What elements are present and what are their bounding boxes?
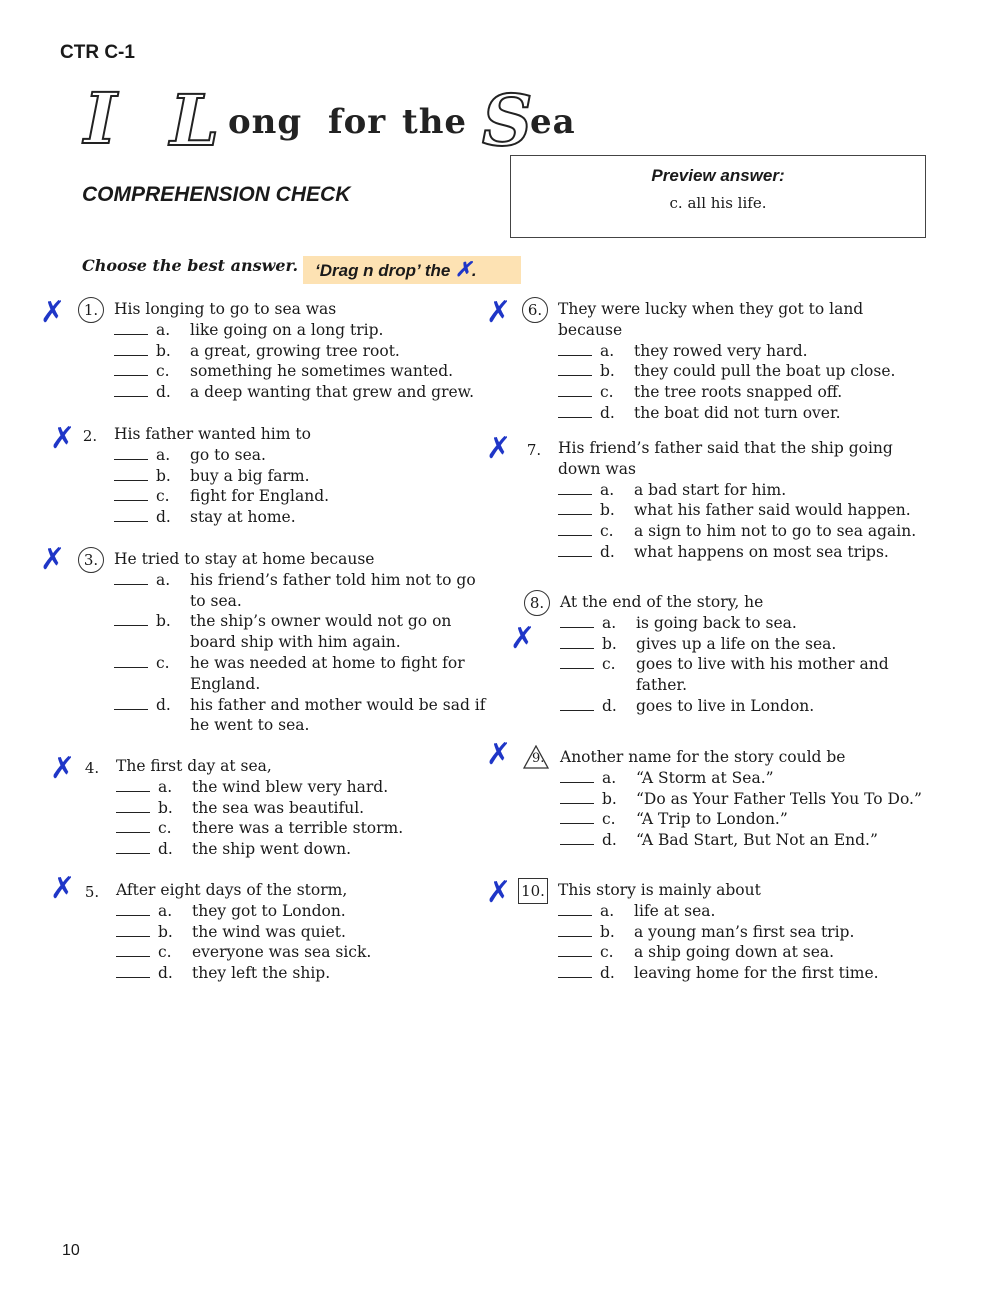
- option-letter: c.: [602, 810, 616, 829]
- answer-option[interactable]: [114, 611, 486, 653]
- option-text: like going on a long trip.: [190, 320, 384, 339]
- preview-answer-box: [510, 155, 926, 238]
- answer-blank[interactable]: [560, 648, 594, 649]
- option-text: the wind was quiet.: [192, 922, 346, 941]
- question-stem: Another name for the story could be: [560, 748, 846, 766]
- option-letter: b.: [158, 922, 173, 941]
- answer-blank[interactable]: [116, 791, 150, 792]
- option-text: leaving home for the first time.: [634, 964, 879, 983]
- answer-option[interactable]: [114, 486, 486, 507]
- option-letter: b.: [156, 341, 171, 360]
- option-letter: d.: [600, 542, 615, 561]
- option-text: the sea was beautiful.: [192, 798, 365, 817]
- answer-blank[interactable]: [558, 396, 592, 397]
- option-text: everyone was sea sick.: [192, 943, 372, 962]
- title-word: ea: [530, 102, 576, 142]
- option-text: a young man’s first sea trip.: [634, 922, 855, 941]
- question-number: 6.: [522, 297, 548, 323]
- x-mark-icon[interactable]: ✗: [50, 421, 76, 456]
- question: [84, 880, 488, 984]
- answer-blank[interactable]: [114, 375, 148, 376]
- answer-option[interactable]: [114, 382, 486, 403]
- answer-option[interactable]: [558, 382, 932, 403]
- option-letter: d.: [600, 403, 615, 422]
- question-stem: The first day at sea,: [116, 757, 272, 775]
- option-letter: a.: [600, 341, 615, 360]
- title-word: for: [328, 102, 387, 142]
- answer-blank[interactable]: [558, 956, 592, 957]
- answer-blank[interactable]: [558, 494, 592, 495]
- answer-blank[interactable]: [114, 396, 148, 397]
- x-mark-icon[interactable]: ✗: [40, 295, 66, 330]
- answer-blank[interactable]: [114, 334, 148, 335]
- answer-blank[interactable]: [558, 514, 592, 515]
- option-text: there was a terrible storm.: [192, 819, 404, 838]
- answer-blank[interactable]: [560, 823, 594, 824]
- option-text: a great, growing tree root.: [190, 341, 400, 360]
- answer-option[interactable]: [560, 789, 936, 810]
- option-text: they got to London.: [192, 901, 346, 920]
- answer-blank[interactable]: [560, 627, 594, 628]
- preview-answer-label: Preview answer:: [651, 166, 785, 185]
- option-text: “Do as Your Father Tells You To Do.”: [636, 789, 922, 808]
- question: [82, 424, 486, 528]
- option-letter: c.: [600, 522, 614, 541]
- question-number: 7.: [526, 441, 542, 459]
- option-letter: c.: [156, 362, 170, 381]
- x-mark-icon[interactable]: ✗: [40, 542, 66, 577]
- answer-option[interactable]: [116, 901, 488, 922]
- question: [83, 299, 486, 403]
- option-text: what his father said would happen.: [634, 501, 911, 520]
- answer-option[interactable]: [116, 798, 488, 819]
- question-stem: His friend’s father said that the ship going down was: [558, 439, 893, 478]
- question: [532, 747, 936, 851]
- answer-blank[interactable]: [116, 832, 150, 833]
- option-letter: a.: [602, 613, 617, 632]
- answer-blank[interactable]: [114, 480, 148, 481]
- answer-option[interactable]: [114, 570, 486, 612]
- preview-answer-text: c. all his life.: [669, 194, 767, 212]
- option-letter: d.: [156, 383, 171, 402]
- title-initial-i: I: [84, 77, 117, 160]
- option-letter: b.: [156, 612, 171, 631]
- answer-blank[interactable]: [558, 915, 592, 916]
- story-title: [80, 77, 640, 162]
- title-word: ong: [228, 102, 303, 142]
- answer-option[interactable]: [114, 653, 486, 695]
- option-text: is going back to sea.: [636, 613, 797, 632]
- answer-option[interactable]: [114, 361, 486, 382]
- answer-option[interactable]: [560, 613, 934, 634]
- question: [521, 880, 934, 984]
- question-stem: This story is mainly about: [558, 881, 761, 899]
- option-text: a bad start for him.: [634, 480, 787, 499]
- option-text: goes to live in London.: [636, 696, 815, 715]
- answer-blank[interactable]: [558, 535, 592, 536]
- title-initial-s: S: [482, 79, 533, 162]
- option-letter: c.: [158, 819, 172, 838]
- x-mark-icon[interactable]: ✗: [50, 871, 76, 906]
- worksheet-code: CTR C-1: [60, 42, 135, 63]
- answer-option[interactable]: [560, 768, 936, 789]
- answer-blank[interactable]: [558, 977, 592, 978]
- answer-blank[interactable]: [114, 709, 148, 710]
- answer-option[interactable]: [558, 500, 932, 521]
- question: [83, 549, 486, 736]
- answer-option[interactable]: [114, 341, 486, 362]
- answer-option[interactable]: [114, 445, 486, 466]
- question-number: 4.: [84, 759, 100, 777]
- option-letter: c.: [602, 655, 616, 674]
- option-letter: b.: [602, 789, 617, 808]
- question-number-badge: [524, 743, 550, 769]
- option-text: life at sea.: [634, 901, 716, 920]
- answer-option[interactable]: [558, 901, 934, 922]
- question-stem: His father wanted him to: [114, 425, 311, 443]
- answer-option[interactable]: [116, 818, 488, 839]
- option-text: stay at home.: [190, 508, 296, 527]
- option-text: the ship’s owner would not go on board ship with him again.: [190, 612, 452, 652]
- option-letter: c.: [600, 383, 614, 402]
- answer-option[interactable]: [116, 839, 488, 860]
- hint-suffix: .: [471, 261, 477, 280]
- question-number: 10.: [518, 878, 548, 904]
- answer-blank[interactable]: [116, 977, 150, 978]
- option-letter: a.: [600, 901, 615, 920]
- option-letter: d.: [600, 964, 615, 983]
- option-text: buy a big farm.: [190, 466, 310, 485]
- question-number: 2.: [82, 427, 98, 445]
- answer-blank[interactable]: [558, 417, 592, 418]
- answer-blank[interactable]: [560, 668, 594, 669]
- answer-option[interactable]: [560, 830, 936, 851]
- option-text: they left the ship.: [192, 964, 331, 983]
- question: [526, 438, 932, 563]
- option-text: the boat did not turn over.: [634, 403, 841, 422]
- option-letter: a.: [600, 480, 615, 499]
- question-number: 1.: [78, 297, 104, 323]
- option-letter: d.: [602, 831, 617, 850]
- option-text: the wind blew very hard.: [192, 777, 389, 796]
- answer-blank[interactable]: [114, 459, 148, 460]
- option-letter: c.: [156, 653, 170, 672]
- option-text: fight for England.: [190, 487, 330, 506]
- answer-option[interactable]: [116, 963, 488, 984]
- answer-option[interactable]: [116, 922, 488, 943]
- option-letter: d.: [158, 840, 173, 859]
- option-text: the ship went down.: [192, 840, 352, 859]
- option-text: he was needed at home to fight for England.: [190, 653, 465, 693]
- answer-blank[interactable]: [560, 803, 594, 804]
- option-text: something he sometimes wanted.: [190, 362, 454, 381]
- option-text: his father and mother would be sad if he went to sea.: [190, 695, 486, 735]
- x-mark-icon[interactable]: ✗: [510, 621, 536, 656]
- option-letter: a.: [158, 901, 173, 920]
- hint-text: ‘Drag n drop’ the: [315, 261, 451, 280]
- page-number: 10: [62, 1242, 80, 1259]
- question-stem: His longing to go to sea was: [114, 300, 337, 318]
- option-text: a ship going down at sea.: [634, 943, 835, 962]
- x-mark-icon[interactable]: ✗: [50, 751, 76, 786]
- option-text: gives up a life on the sea.: [636, 634, 837, 653]
- option-text: goes to live with his mother and father.: [636, 655, 889, 695]
- question: [84, 756, 488, 860]
- answer-blank[interactable]: [114, 625, 148, 626]
- answer-option[interactable]: [560, 696, 934, 717]
- option-text: they could pull the boat up close.: [634, 362, 896, 381]
- answer-option[interactable]: [558, 542, 932, 563]
- option-letter: b.: [600, 362, 615, 381]
- answer-blank[interactable]: [558, 556, 592, 557]
- x-mark-icon[interactable]: ✗: [486, 431, 512, 466]
- answer-option[interactable]: [558, 922, 934, 943]
- answer-blank[interactable]: [560, 710, 594, 711]
- section-heading: COMPREHENSION CHECK: [82, 183, 351, 206]
- answer-blank[interactable]: [114, 500, 148, 501]
- answer-blank[interactable]: [560, 782, 594, 783]
- answer-blank[interactable]: [558, 375, 592, 376]
- option-letter: a.: [602, 768, 617, 787]
- question-stem: They were lucky when they got to land because: [558, 300, 864, 339]
- answer-blank[interactable]: [560, 844, 594, 845]
- answer-blank[interactable]: [116, 936, 150, 937]
- option-letter: d.: [156, 695, 171, 714]
- answer-blank[interactable]: [116, 853, 150, 854]
- option-letter: a.: [156, 445, 171, 464]
- x-mark-icon[interactable]: ✗: [486, 875, 512, 910]
- answer-option[interactable]: [558, 403, 932, 424]
- option-letter: d.: [158, 964, 173, 983]
- option-letter: c.: [158, 943, 172, 962]
- answer-option[interactable]: [558, 361, 932, 382]
- answer-option[interactable]: [558, 521, 932, 542]
- answer-option[interactable]: [114, 507, 486, 528]
- answer-option[interactable]: [560, 634, 934, 655]
- x-mark-icon: ✗: [455, 259, 472, 281]
- option-text: “A Storm at Sea.”: [636, 768, 774, 787]
- answer-blank[interactable]: [116, 915, 150, 916]
- answer-option[interactable]: [560, 809, 936, 830]
- option-letter: c.: [600, 943, 614, 962]
- question-number: 5.: [84, 883, 100, 901]
- instructions: Choose the best answer.: [82, 256, 299, 275]
- option-letter: a.: [156, 320, 171, 339]
- answer-blank[interactable]: [558, 355, 592, 356]
- question: [529, 592, 934, 717]
- option-letter: d.: [602, 696, 617, 715]
- option-text: his friend’s father told him not to go to sea.: [190, 570, 476, 610]
- option-letter: d.: [156, 508, 171, 527]
- answer-option[interactable]: [114, 695, 486, 737]
- answer-option[interactable]: [116, 777, 488, 798]
- title-initial-l: L: [170, 79, 220, 162]
- question-stem: He tried to stay at home because: [114, 550, 375, 568]
- option-text: a deep wanting that grew and grew.: [190, 383, 475, 402]
- answer-option[interactable]: [116, 942, 488, 963]
- option-letter: b.: [156, 466, 171, 485]
- answer-option[interactable]: [114, 466, 486, 487]
- answer-blank[interactable]: [116, 956, 150, 957]
- answer-option[interactable]: [560, 654, 934, 696]
- option-letter: a.: [156, 570, 171, 589]
- answer-blank[interactable]: [558, 936, 592, 937]
- option-text: a sign to him not to go to sea again.: [634, 522, 917, 541]
- option-letter: c.: [156, 487, 170, 506]
- answer-option[interactable]: [114, 320, 486, 341]
- question: [527, 299, 932, 424]
- answer-blank[interactable]: [114, 355, 148, 356]
- question-stem: After eight days of the storm,: [116, 881, 348, 899]
- option-letter: a.: [158, 777, 173, 796]
- option-letter: b.: [158, 798, 173, 817]
- answer-option[interactable]: [558, 963, 934, 984]
- drag-drop-hint: [303, 256, 521, 284]
- answer-blank[interactable]: [114, 521, 148, 522]
- option-text: “A Trip to London.”: [636, 810, 788, 829]
- option-text: they rowed very hard.: [634, 341, 808, 360]
- title-word: the: [402, 102, 468, 142]
- answer-option[interactable]: [558, 341, 932, 362]
- answer-blank[interactable]: [114, 667, 148, 668]
- answer-option[interactable]: [558, 480, 932, 501]
- x-mark-icon[interactable]: ✗: [486, 295, 512, 330]
- option-letter: b.: [602, 634, 617, 653]
- answer-blank[interactable]: [116, 812, 150, 813]
- question-number: 3.: [78, 547, 104, 573]
- question-number: 8.: [524, 590, 550, 616]
- x-mark-icon[interactable]: ✗: [486, 737, 512, 772]
- option-letter: b.: [600, 501, 615, 520]
- option-text: what happens on most sea trips.: [634, 542, 889, 561]
- option-letter: b.: [600, 922, 615, 941]
- question-number: 9.: [532, 751, 545, 766]
- question-stem: At the end of the story, he: [560, 593, 764, 611]
- answer-blank[interactable]: [114, 584, 148, 585]
- answer-option[interactable]: [558, 942, 934, 963]
- option-text: “A Bad Start, But Not an End.”: [636, 831, 878, 850]
- option-text: go to sea.: [190, 445, 266, 464]
- option-text: the tree roots snapped off.: [634, 383, 843, 402]
